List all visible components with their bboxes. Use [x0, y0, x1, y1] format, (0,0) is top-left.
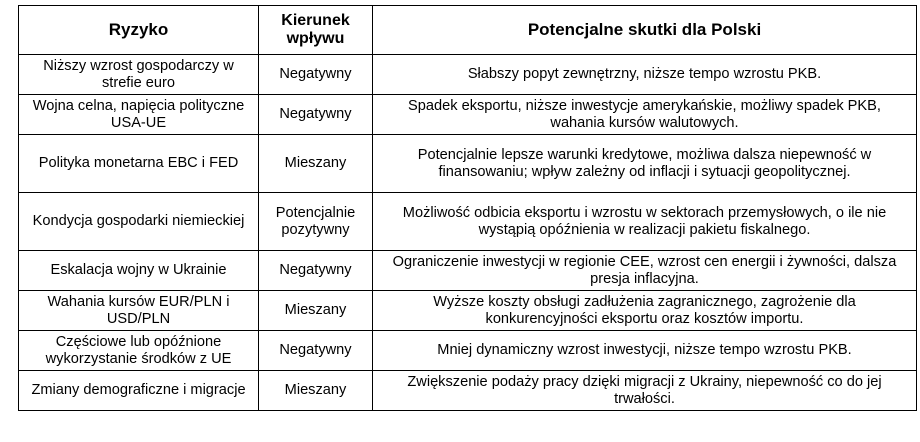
effects-cell: Możliwość odbicia eksportu i wzrostu w sektorach przemysłowych, o ile nie wystąpią opóźnienia w realizacji pakietu fiskalnego. [373, 193, 917, 251]
risk-cell: Kondycja gospodarki niemieckiej [19, 193, 259, 251]
header-direction: Kierunek wpływu [259, 6, 373, 55]
risk-cell: Wojna celna, napięcia polityczne USA-UE [19, 95, 259, 135]
header-effects: Potencjalne skutki dla Polski [373, 6, 917, 55]
table-row [19, 371, 917, 411]
header-risk: Ryzyko [19, 6, 259, 55]
table-row [19, 95, 917, 135]
effects-cell: Zwiększenie podaży pracy dzięki migracji z Ukrainy, niepewność co do jej trwałości. [373, 371, 917, 411]
effects-cell: Ograniczenie inwestycji w regionie CEE, wzrost cen energii i żywności, dalsza presja inflacyjna. [373, 251, 917, 291]
effects-cell: Słabszy popyt zewnętrzny, niższe tempo wzrostu PKB. [373, 55, 917, 95]
risk-cell: Częściowe lub opóźnione wykorzystanie środków z UE [19, 331, 259, 371]
table-row [19, 291, 917, 331]
risk-table [18, 5, 917, 411]
direction-cell: Potencjalnie pozytywny [259, 193, 373, 251]
direction-cell: Mieszany [259, 135, 373, 193]
effects-cell: Mniej dynamiczny wzrost inwestycji, niższe tempo wzrostu PKB. [373, 331, 917, 371]
direction-cell: Negatywny [259, 251, 373, 291]
direction-cell: Negatywny [259, 331, 373, 371]
table-row [19, 193, 917, 251]
direction-cell: Mieszany [259, 371, 373, 411]
table-row [19, 331, 917, 371]
direction-cell: Negatywny [259, 95, 373, 135]
table-row [19, 135, 917, 193]
effects-cell: Wyższe koszty obsługi zadłużenia zagranicznego, zagrożenie dla konkurencyjności eksportu oraz kosztów importu. [373, 291, 917, 331]
risk-cell: Wahania kursów EUR/PLN i USD/PLN [19, 291, 259, 331]
risk-cell: Niższy wzrost gospodarczy w strefie euro [19, 55, 259, 95]
risk-cell: Polityka monetarna EBC i FED [19, 135, 259, 193]
table-header-row [19, 6, 917, 55]
table-row [19, 55, 917, 95]
effects-cell: Spadek eksportu, niższe inwestycje amerykańskie, możliwy spadek PKB, wahania kursów walutowych. [373, 95, 917, 135]
risk-cell: Zmiany demograficzne i migracje [19, 371, 259, 411]
direction-cell: Mieszany [259, 291, 373, 331]
table-row [19, 251, 917, 291]
direction-cell: Negatywny [259, 55, 373, 95]
risk-cell: Eskalacja wojny w Ukrainie [19, 251, 259, 291]
effects-cell: Potencjalnie lepsze warunki kredytowe, możliwa dalsza niepewność w finansowaniu; wpływ zależny od inflacji i sytuacji geopolitycznej. [373, 135, 917, 193]
